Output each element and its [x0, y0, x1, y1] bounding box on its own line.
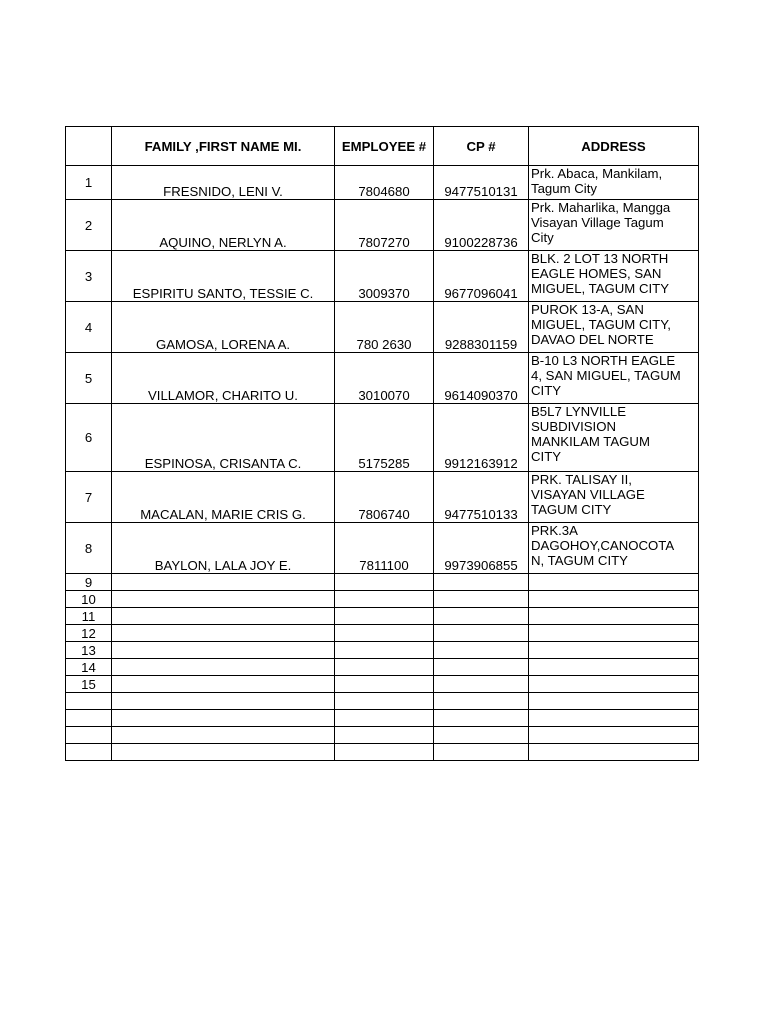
- cp-number-cell: [434, 727, 529, 744]
- row-number-cell: 11: [66, 608, 112, 625]
- header-cp-number: CP #: [434, 127, 529, 166]
- name-cell: VILLAMOR, CHARITO U.: [112, 353, 335, 404]
- table-row: [66, 693, 699, 710]
- employee-number-cell: 7804680: [335, 166, 434, 200]
- address-line: 4, SAN MIGUEL, TAGUM: [531, 368, 681, 383]
- employee-number-cell: 3010070: [335, 353, 434, 404]
- name-cell: [112, 659, 335, 676]
- employee-number-cell: 3009370: [335, 251, 434, 302]
- address-line: DAVAO DEL NORTE: [531, 332, 654, 347]
- address-line: Tagum City: [531, 181, 597, 196]
- address-line: EAGLE HOMES, SAN: [531, 266, 662, 281]
- row-number-cell: 3: [66, 251, 112, 302]
- row-number-cell: [66, 727, 112, 744]
- table-row: [66, 710, 699, 727]
- table-row: [66, 625, 699, 642]
- name-cell: ESPIRITU SANTO, TESSIE C.: [112, 251, 335, 302]
- row-number-cell: [66, 744, 112, 761]
- employee-number-cell: [335, 727, 434, 744]
- employee-number-cell: [335, 710, 434, 727]
- name-cell: [112, 676, 335, 693]
- address-line: PUROK 13-A, SAN: [531, 302, 644, 317]
- employee-number-cell: [335, 659, 434, 676]
- address-line: DAGOHOY,CANOCOTA: [531, 538, 675, 553]
- employee-number-cell: [335, 625, 434, 642]
- address-line: B5L7 LYNVILLE: [531, 404, 627, 419]
- table-row: [66, 727, 699, 744]
- address-line: City: [531, 230, 554, 245]
- table-row: [66, 642, 699, 659]
- header-name: FAMILY ,FIRST NAME MI.: [112, 127, 335, 166]
- name-cell: [112, 591, 335, 608]
- name-cell: [112, 727, 335, 744]
- address-cell: [529, 710, 699, 727]
- address-line: Prk. Abaca, Mankilam,: [531, 166, 663, 181]
- address-line: VISAYAN VILLAGE: [531, 487, 645, 502]
- address-line: PRK.3A: [531, 523, 578, 538]
- employee-number-cell: [335, 693, 434, 710]
- row-number-cell: 15: [66, 676, 112, 693]
- table-row: [66, 353, 699, 404]
- cp-number-cell: [434, 744, 529, 761]
- address-cell: [529, 404, 699, 472]
- address-cell: [529, 302, 699, 353]
- employee-number-cell: [335, 642, 434, 659]
- name-cell: [112, 608, 335, 625]
- name-cell: [112, 642, 335, 659]
- name-cell: FRESNIDO, LENI V.: [112, 166, 335, 200]
- header-row: [66, 127, 699, 166]
- name-cell: BAYLON, LALA JOY E.: [112, 523, 335, 574]
- address-cell: [529, 744, 699, 761]
- employee-number-cell: [335, 591, 434, 608]
- table-row: [66, 676, 699, 693]
- table-row: [66, 659, 699, 676]
- row-number-cell: 6: [66, 404, 112, 472]
- name-cell: [112, 693, 335, 710]
- name-cell: [112, 744, 335, 761]
- row-number-cell: 12: [66, 625, 112, 642]
- employee-number-cell: 7811100: [335, 523, 434, 574]
- name-cell: ESPINOSA, CRISANTA C.: [112, 404, 335, 472]
- employee-number-cell: [335, 608, 434, 625]
- row-number-cell: 1: [66, 166, 112, 200]
- cp-number-cell: [434, 710, 529, 727]
- name-cell: [112, 710, 335, 727]
- address-cell: [529, 693, 699, 710]
- cp-number-cell: 9912163912: [434, 404, 529, 472]
- cp-number-cell: [434, 659, 529, 676]
- address-line: TAGUM CITY: [531, 502, 612, 517]
- address-cell: [529, 625, 699, 642]
- cp-number-cell: 9477510133: [434, 472, 529, 523]
- name-cell: AQUINO, NERLYN A.: [112, 200, 335, 251]
- cp-number-cell: [434, 625, 529, 642]
- row-number-cell: 13: [66, 642, 112, 659]
- header-employee-number: EMPLOYEE #: [335, 127, 434, 166]
- table-body: [66, 166, 699, 761]
- table-row: [66, 523, 699, 574]
- employee-number-cell: [335, 744, 434, 761]
- row-number-cell: 8: [66, 523, 112, 574]
- row-number-cell: 7: [66, 472, 112, 523]
- name-cell: [112, 574, 335, 591]
- cp-number-cell: 9288301159: [434, 302, 529, 353]
- name-cell: GAMOSA, LORENA A.: [112, 302, 335, 353]
- address-cell: [529, 523, 699, 574]
- cp-number-cell: [434, 642, 529, 659]
- address-cell: [529, 166, 699, 200]
- employee-number-cell: [335, 676, 434, 693]
- address-cell: [529, 642, 699, 659]
- table-row: [66, 472, 699, 523]
- address-line: Visayan Village Tagum: [531, 215, 664, 230]
- cp-number-cell: 9614090370: [434, 353, 529, 404]
- employee-number-cell: [335, 574, 434, 591]
- employee-table: [65, 126, 699, 761]
- name-cell: MACALAN, MARIE CRIS G.: [112, 472, 335, 523]
- row-number-cell: 2: [66, 200, 112, 251]
- address-line: CITY: [531, 383, 562, 398]
- row-number-cell: 5: [66, 353, 112, 404]
- cp-number-cell: [434, 608, 529, 625]
- table-row: [66, 574, 699, 591]
- row-number-cell: [66, 693, 112, 710]
- address-cell: [529, 727, 699, 744]
- cp-number-cell: 9477510131: [434, 166, 529, 200]
- address-line: MIGUEL, TAGUM CITY,: [531, 317, 671, 332]
- address-line: BLK. 2 LOT 13 NORTH: [531, 251, 669, 266]
- row-number-cell: 9: [66, 574, 112, 591]
- address-cell: [529, 574, 699, 591]
- row-number-cell: [66, 710, 112, 727]
- cp-number-cell: [434, 591, 529, 608]
- cp-number-cell: 9973906855: [434, 523, 529, 574]
- table-row: [66, 166, 699, 200]
- employee-number-cell: 5175285: [335, 404, 434, 472]
- table-row: [66, 302, 699, 353]
- cp-number-cell: 9677096041: [434, 251, 529, 302]
- address-line: CITY: [531, 449, 562, 464]
- address-cell: [529, 676, 699, 693]
- table-row: [66, 744, 699, 761]
- table-row: [66, 200, 699, 251]
- name-cell: [112, 625, 335, 642]
- address-cell: [529, 591, 699, 608]
- address-cell: [529, 353, 699, 404]
- address-cell: [529, 659, 699, 676]
- employee-number-cell: 7806740: [335, 472, 434, 523]
- address-cell: [529, 608, 699, 625]
- header-number: [66, 127, 112, 166]
- employee-number-cell: 7807270: [335, 200, 434, 251]
- row-number-cell: 14: [66, 659, 112, 676]
- cp-number-cell: [434, 574, 529, 591]
- address-cell: [529, 251, 699, 302]
- cp-number-cell: [434, 676, 529, 693]
- row-number-cell: 4: [66, 302, 112, 353]
- table-row: [66, 251, 699, 302]
- cp-number-cell: 9100228736: [434, 200, 529, 251]
- address-cell: [529, 200, 699, 251]
- header-address: ADDRESS: [529, 127, 699, 166]
- address-line: MIGUEL, TAGUM CITY: [531, 281, 669, 296]
- table-row: [66, 608, 699, 625]
- address-line: MANKILAM TAGUM: [531, 434, 650, 449]
- row-number-cell: 10: [66, 591, 112, 608]
- address-line: PRK. TALISAY II,: [531, 472, 632, 487]
- address-line: N, TAGUM CITY: [531, 553, 628, 568]
- address-cell: [529, 472, 699, 523]
- employee-number-cell: 780 2630: [335, 302, 434, 353]
- address-line: Prk. Maharlika, Mangga: [531, 200, 671, 215]
- table-row: [66, 591, 699, 608]
- table-row: [66, 404, 699, 472]
- cp-number-cell: [434, 693, 529, 710]
- address-line: B-10 L3 NORTH EAGLE: [531, 353, 676, 368]
- address-line: SUBDIVISION: [531, 419, 617, 434]
